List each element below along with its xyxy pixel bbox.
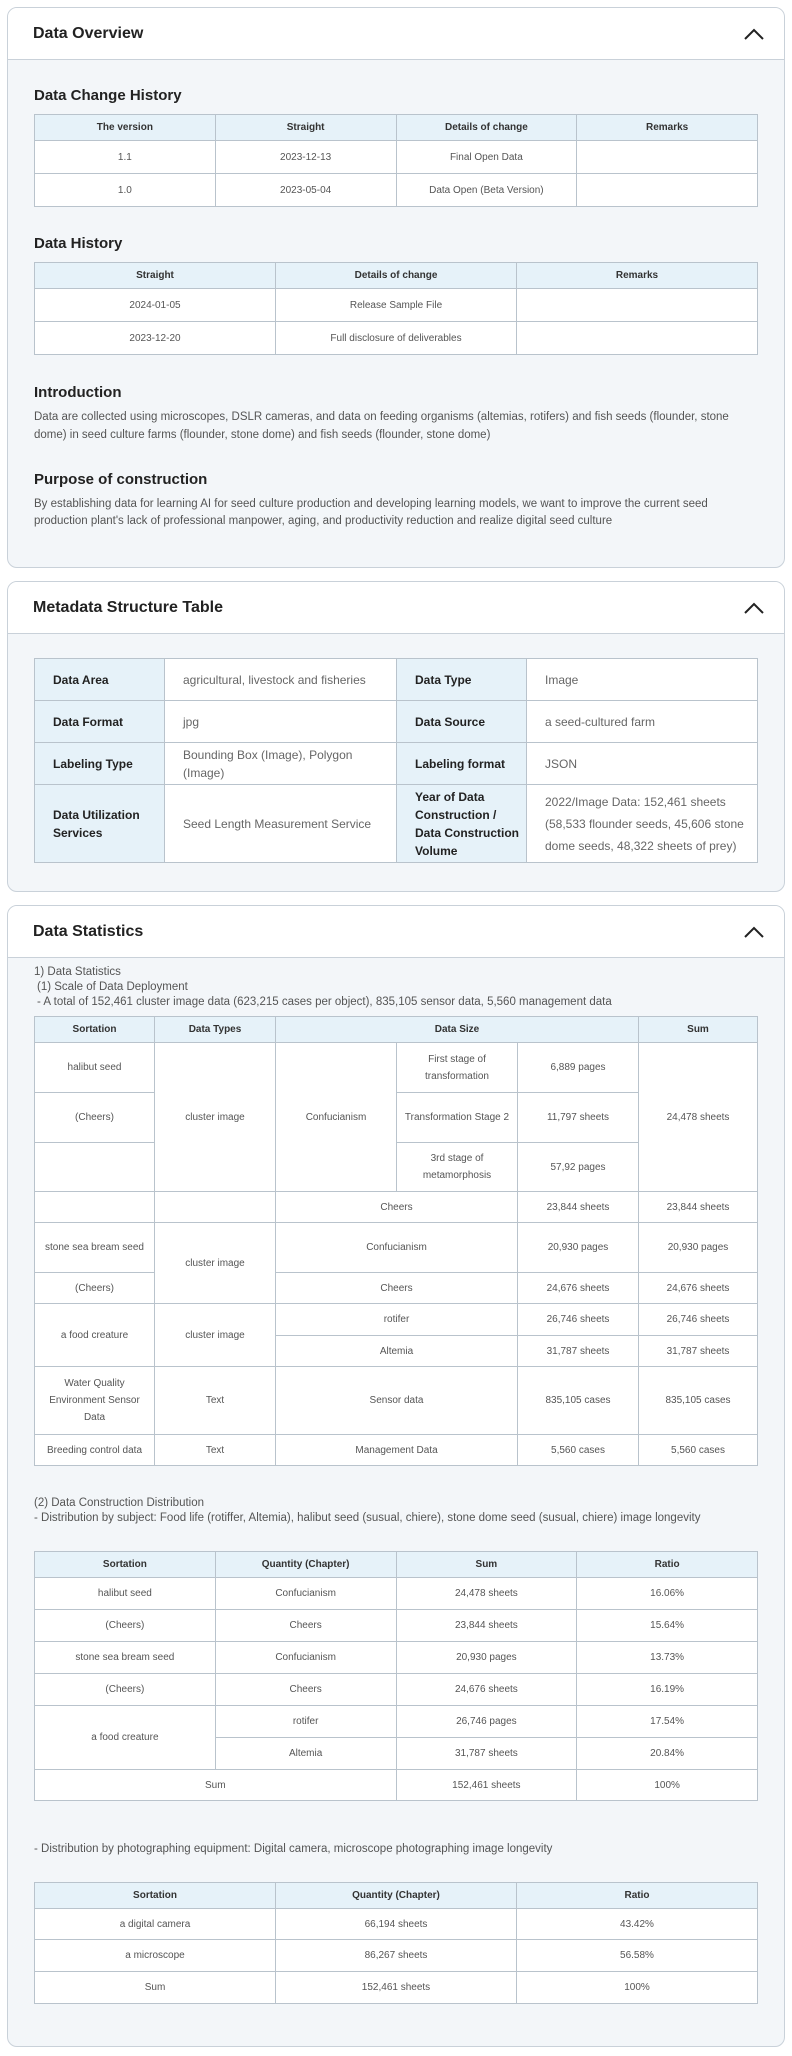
- table-cell: 23,844 sheets: [396, 1610, 577, 1642]
- table-cell: Cheers: [276, 1273, 518, 1304]
- table-row: [35, 1273, 758, 1304]
- table-cell: 11,797 sheets: [518, 1093, 639, 1143]
- table-header: Straight: [35, 263, 276, 289]
- chevron-up-icon[interactable]: [743, 925, 765, 939]
- table-row: [35, 1435, 758, 1466]
- table-cell: 23,844 sheets: [518, 1192, 639, 1223]
- meta-key: Data Format: [35, 701, 165, 743]
- statistics-title: Data Statistics: [33, 922, 144, 940]
- table-row: [35, 785, 758, 863]
- table-cell: a microscope: [35, 1940, 276, 1972]
- table-row: [35, 1770, 758, 1801]
- table-row: [35, 141, 758, 174]
- table-cell: halibut seed: [35, 1043, 155, 1093]
- table-cell: 6,889 pages: [518, 1043, 639, 1093]
- table-cell: a food creature: [35, 1304, 155, 1367]
- table-cell: 20,930 pages: [396, 1642, 577, 1674]
- table-row: [35, 1304, 758, 1336]
- chevron-up-icon[interactable]: [743, 601, 765, 615]
- data-overview-header[interactable]: [8, 8, 784, 60]
- table-cell: 31,787 sheets: [396, 1738, 577, 1770]
- meta-value: Bounding Box (Image), Polygon (Image): [165, 743, 397, 785]
- table-row: [35, 289, 758, 322]
- table-header: Data Types: [155, 1017, 276, 1043]
- table-row: [35, 1909, 758, 1940]
- table-header: Sortation: [35, 1883, 276, 1909]
- table-cell: 24,676 sheets: [639, 1273, 758, 1304]
- table-cell: 23,844 sheets: [639, 1192, 758, 1223]
- table-cell: 13.73%: [577, 1642, 758, 1674]
- stats-heading: 1) Data Statistics: [34, 966, 121, 978]
- table-header: Sortation: [35, 1017, 155, 1043]
- table-cell: 24,478 sheets: [396, 1578, 577, 1610]
- stats-subheading: (1) Scale of Data Deployment: [37, 981, 188, 993]
- introduction-title: Introduction: [34, 384, 122, 401]
- table-cell: 835,105 cases: [639, 1367, 758, 1435]
- table-header: Quantity (Chapter): [276, 1883, 517, 1909]
- table-cell: Confucianism: [215, 1642, 396, 1674]
- table-header: Sortation: [35, 1552, 216, 1578]
- distribution-heading: (2) Data Construction Distribution: [34, 1497, 205, 1509]
- table-cell: [35, 1192, 155, 1223]
- table-cell: (Cheers): [35, 1610, 216, 1642]
- data-overview-title: Data Overview: [33, 24, 144, 42]
- table-cell: 835,105 cases: [518, 1367, 639, 1435]
- table-cell: 17.54%: [577, 1706, 758, 1738]
- table-cell: 20,930 pages: [518, 1223, 639, 1273]
- scale-table: [34, 1016, 758, 1466]
- metadata-table: [34, 658, 758, 863]
- table-header: Ratio: [577, 1552, 758, 1578]
- table-cell: 43.42%: [517, 1909, 758, 1940]
- table-cell: First stage of transformation: [397, 1043, 518, 1093]
- meta-key: Data Type: [397, 659, 527, 701]
- meta-value: a seed-cultured farm: [527, 701, 758, 743]
- table-row: [35, 1223, 758, 1273]
- table-cell: Confucianism: [215, 1578, 396, 1610]
- meta-value: agricultural, livestock and fisheries: [165, 659, 397, 701]
- table-header: Details of change: [276, 263, 517, 289]
- table-cell: 16.06%: [577, 1578, 758, 1610]
- table-cell: cluster image: [155, 1223, 276, 1304]
- table-cell: [577, 141, 758, 174]
- statistics-panel: [7, 905, 785, 2047]
- table-cell: 15.64%: [577, 1610, 758, 1642]
- table-cell: 1.1: [35, 141, 216, 174]
- table-cell: Confucianism: [276, 1223, 518, 1273]
- meta-key: Labeling format: [397, 743, 527, 785]
- table-cell: [35, 1143, 155, 1192]
- metadata-panel: [7, 581, 785, 892]
- table-header: Details of change: [396, 115, 577, 141]
- table-cell: Cheers: [276, 1192, 518, 1223]
- data-overview-panel: [7, 7, 785, 568]
- table-cell: Management Data: [276, 1435, 518, 1466]
- table-cell: 5,560 cases: [639, 1435, 758, 1466]
- change-history-table: [34, 114, 758, 207]
- table-cell: a digital camera: [35, 1909, 276, 1940]
- purpose-title: Purpose of construction: [34, 470, 208, 488]
- table-header: The version: [35, 115, 216, 141]
- table-cell: Data Open (Beta Version): [396, 174, 577, 207]
- table-cell: stone sea bream seed: [35, 1642, 216, 1674]
- table-cell: Transformation Stage 2: [397, 1093, 518, 1143]
- data-history-table: [34, 262, 758, 355]
- table-cell: 16.19%: [577, 1674, 758, 1706]
- table-cell: [155, 1192, 276, 1223]
- table-row: [35, 322, 758, 355]
- table-header: Remarks: [577, 115, 758, 141]
- table-cell: rotifer: [276, 1304, 518, 1336]
- meta-value: jpg: [165, 701, 397, 743]
- table-header: Data Size: [276, 1017, 639, 1043]
- table-cell: Breeding control data: [35, 1435, 155, 1466]
- table-cell: 56.58%: [517, 1940, 758, 1972]
- table-cell: Altemia: [215, 1738, 396, 1770]
- table-cell: Final Open Data: [396, 141, 577, 174]
- table-cell: Water Quality Environment Sensor Data: [35, 1367, 155, 1435]
- table-cell: 24,478 sheets: [639, 1043, 758, 1192]
- table-row: [35, 1972, 758, 2004]
- equipment-table: [34, 1882, 758, 2004]
- meta-key: Data Source: [397, 701, 527, 743]
- table-cell: 152,461 sheets: [276, 1972, 517, 2004]
- table-cell: 100%: [577, 1770, 758, 1801]
- table-row: [35, 1940, 758, 1972]
- table-row: [35, 659, 758, 701]
- data-history-title: Data History: [34, 235, 123, 252]
- introduction-text: Data are collected using microscopes, DSLR cameras, and data on feeding organisms (altemias, rotifers) and fish seeds (flounder, stone dome) in seed culture farms (flounder, stone dome) and fish seeds (flounder, stone dome): [34, 411, 729, 441]
- table-cell: Confucianism: [276, 1043, 397, 1192]
- table-cell: (Cheers): [35, 1273, 155, 1304]
- table-cell: [577, 174, 758, 207]
- metadata-header[interactable]: [8, 582, 784, 634]
- meta-value: Seed Length Measurement Service: [165, 785, 397, 863]
- table-cell: (Cheers): [35, 1674, 216, 1706]
- table-cell: Full disclosure of deliverables: [276, 322, 517, 355]
- table-row: [35, 701, 758, 743]
- table-cell: 152,461 sheets: [396, 1770, 577, 1801]
- table-cell: 31,787 sheets: [518, 1336, 639, 1367]
- table-row: [35, 1367, 758, 1435]
- table-header: Straight: [215, 115, 396, 141]
- table-cell: Altemia: [276, 1336, 518, 1367]
- table-row: [35, 1610, 758, 1642]
- table-row: [35, 1043, 758, 1093]
- table-header: Ratio: [517, 1883, 758, 1909]
- stats-summary: - A total of 152,461 cluster image data (623,215 cases per object), 835,105 sensor data, 5,560 management data: [37, 996, 612, 1008]
- table-cell: 57,92 pages: [518, 1143, 639, 1192]
- table-cell: rotifer: [215, 1706, 396, 1738]
- metadata-title: Metadata Structure Table: [33, 598, 223, 616]
- table-cell: halibut seed: [35, 1578, 216, 1610]
- table-row: [35, 1578, 758, 1610]
- table-cell: 24,676 sheets: [518, 1273, 639, 1304]
- table-cell: 100%: [517, 1972, 758, 2004]
- table-row: [35, 1192, 758, 1223]
- meta-key: Labeling Type: [35, 743, 165, 785]
- table-cell: 3rd stage of metamorphosis: [397, 1143, 518, 1192]
- table-row: [35, 174, 758, 207]
- table-header: Remarks: [517, 263, 758, 289]
- table-cell: [517, 289, 758, 322]
- meta-key: Year of Data Construction / Data Construction Volume: [397, 785, 527, 863]
- table-cell: 2023-12-13: [215, 141, 396, 174]
- table-cell: [517, 322, 758, 355]
- table-cell: 26,746 sheets: [518, 1304, 639, 1336]
- change-history-title: Data Change History: [34, 87, 182, 104]
- table-cell: 2023-12-20: [35, 322, 276, 355]
- table-cell: 86,267 sheets: [276, 1940, 517, 1972]
- meta-key: Data Area: [35, 659, 165, 701]
- table-cell: (Cheers): [35, 1093, 155, 1143]
- table-cell: 26,746 sheets: [639, 1304, 758, 1336]
- distribution-subject-text: - Distribution by subject: Food life (rotiffer, Altemia), halibut seed (susual, chiere), stone dome seed (susual, chiere) image longevity: [34, 1512, 701, 1524]
- table-cell: 2024-01-05: [35, 289, 276, 322]
- table-cell: stone sea bream seed: [35, 1223, 155, 1273]
- meta-value: JSON: [527, 743, 758, 785]
- table-cell: Sensor data: [276, 1367, 518, 1435]
- statistics-header[interactable]: [8, 906, 784, 958]
- table-cell: Cheers: [215, 1610, 396, 1642]
- table-row: [35, 1706, 758, 1738]
- table-cell: 24,676 sheets: [396, 1674, 577, 1706]
- table-cell: 5,560 cases: [518, 1435, 639, 1466]
- table-row: [35, 743, 758, 785]
- table-row: [35, 1674, 758, 1706]
- meta-value: Image: [527, 659, 758, 701]
- table-cell: 20,930 pages: [639, 1223, 758, 1273]
- table-cell: 66,194 sheets: [276, 1909, 517, 1940]
- table-cell: a food creature: [35, 1706, 216, 1770]
- table-cell: Sum: [35, 1972, 276, 2004]
- equipment-distribution-text: - Distribution by photographing equipment: Digital camera, microscope photographing image longevity: [34, 1843, 553, 1855]
- table-cell: Text: [155, 1435, 276, 1466]
- table-cell: 31,787 sheets: [639, 1336, 758, 1367]
- table-cell: Release Sample File: [276, 289, 517, 322]
- table-header: Sum: [396, 1552, 577, 1578]
- chevron-up-icon[interactable]: [743, 27, 765, 41]
- table-header: Sum: [639, 1017, 758, 1043]
- table-cell: 20.84%: [577, 1738, 758, 1770]
- purpose-text: By establishing data for learning AI for seed culture production and developing learning models, we want to improve the current seed production plant's lack of professional manpower, aging, and productivity reduction and realize digital seed culture: [34, 497, 708, 528]
- table-cell: Text: [155, 1367, 276, 1435]
- table-cell: 2023-05-04: [215, 174, 396, 207]
- table-cell: Cheers: [215, 1674, 396, 1706]
- table-cell: cluster image: [155, 1304, 276, 1367]
- table-cell: 26,746 pages: [396, 1706, 577, 1738]
- meta-key: Data Utilization Services: [35, 785, 165, 863]
- meta-value: 2022/Image Data: 152,461 sheets (58,533 flounder seeds, 45,606 stone dome seeds, 48,322 sheets of prey): [527, 785, 758, 863]
- distribution-table: [34, 1551, 758, 1801]
- table-header: Quantity (Chapter): [215, 1552, 396, 1578]
- table-cell: Sum: [35, 1770, 397, 1801]
- table-cell: 1.0: [35, 174, 216, 207]
- table-row: [35, 1642, 758, 1674]
- table-cell: cluster image: [155, 1043, 276, 1192]
